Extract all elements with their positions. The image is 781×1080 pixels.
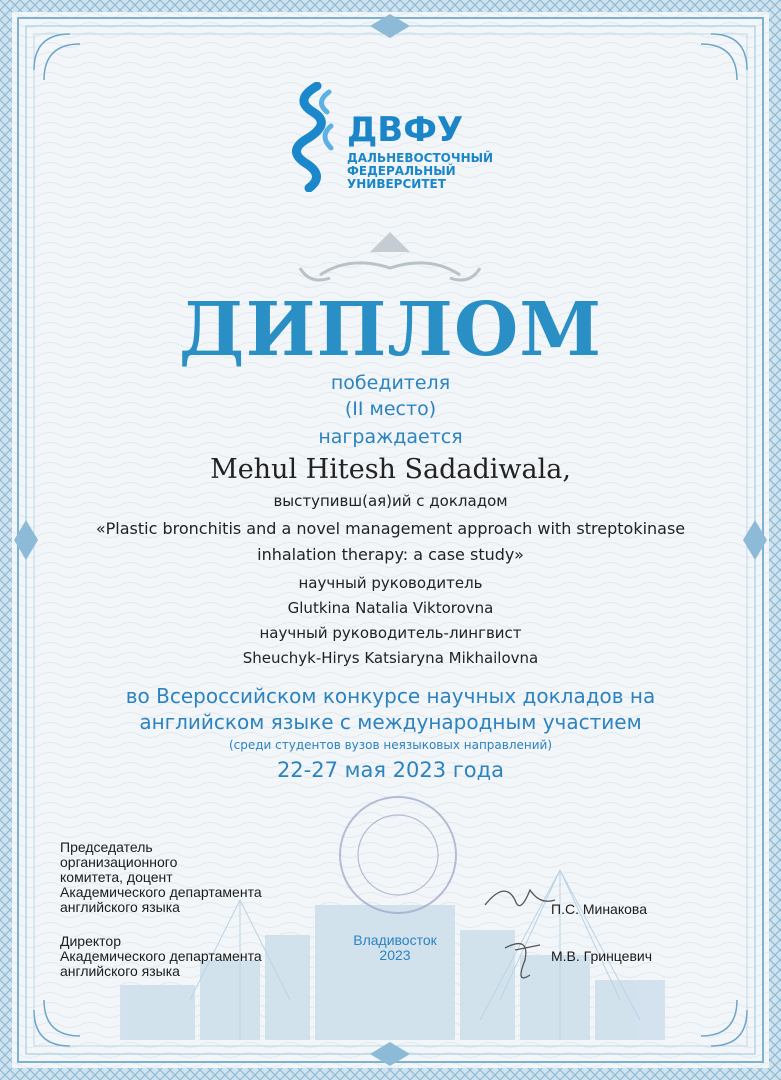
position-line: Директор <box>60 933 121 949</box>
logo-line-1: ДАЛЬНЕВОСТОЧНЫЙ <box>347 151 494 165</box>
presented-label: выступивш(ая)ий с докладом <box>273 492 508 510</box>
diploma-title: ДИПЛОМ <box>178 287 603 373</box>
contest-line-2: английском языке с международным участием <box>139 710 642 734</box>
logo-abbr: ДВФУ <box>347 110 464 150</box>
recipient-name: Mehul Hitesh Sadadiwala, <box>210 454 571 485</box>
supervisor-label: научный руководитель <box>298 574 483 592</box>
logo-line-3: УНИВЕРСИТЕТ <box>347 177 446 191</box>
position-line: Академического департамента <box>60 948 262 964</box>
logo-line-2: ФЕДЕРАЛЬНЫЙ <box>347 164 456 178</box>
wave-emblem-icon <box>285 82 345 192</box>
signatory-1-position <box>60 840 262 915</box>
contest-dates: 22-27 мая 2023 года <box>276 758 505 782</box>
contest-line-1: во Всероссийском конкурсе научных докладов на <box>125 684 656 708</box>
signatory-2-position <box>60 934 262 979</box>
position-line: Академического департамента <box>60 884 262 900</box>
city-label: Владивосток <box>353 932 437 948</box>
contest-note: (среди студентов вузов неязыковых направлений) <box>228 738 553 752</box>
awarded-label: награждается <box>318 426 463 448</box>
position-line: организационного <box>60 854 178 870</box>
position-line: английского языка <box>60 963 180 979</box>
report-title-line-1: «Plastic bronchitis and a novel management approach with streptokinase <box>95 519 686 538</box>
linguist-label: научный руководитель-лингвист <box>259 624 522 642</box>
position-line: английского языка <box>60 899 180 915</box>
subtitle: победителя <box>330 372 451 394</box>
linguist-name: Sheuchyk-Hirys Katsiaryna Mikhailovna <box>242 649 539 667</box>
signatory-1-name: П.С. Минакова <box>551 901 647 917</box>
position-line: комитета, доцент <box>60 869 173 885</box>
signatory-2-name: М.В. Гринцевич <box>551 948 653 964</box>
report-title-line-2: inhalation therapy: a case study» <box>257 545 524 564</box>
place: (II место) <box>344 398 437 420</box>
supervisor-name: Glutkina Natalia Viktorovna <box>287 599 494 617</box>
year-label: 2023 <box>379 947 411 963</box>
position-line: Председатель <box>60 839 153 855</box>
